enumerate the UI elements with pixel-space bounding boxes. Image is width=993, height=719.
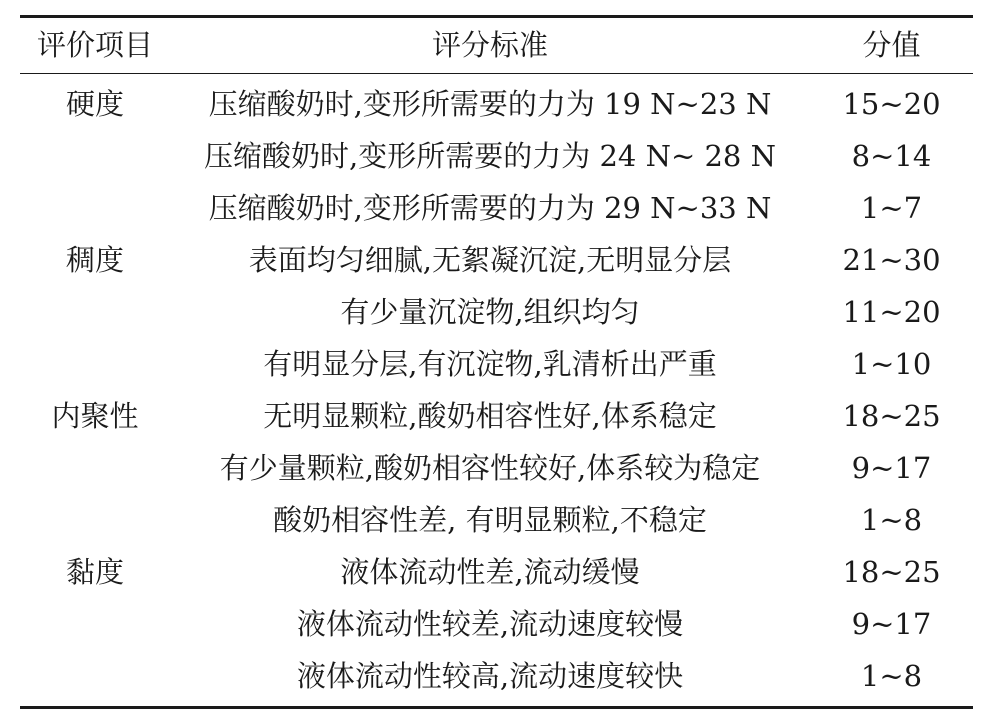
table-row bbox=[20, 390, 973, 442]
table-row bbox=[20, 286, 973, 338]
row-criterion: 压缩酸奶时,变形所需要的力为 19 N~23 N bbox=[208, 86, 772, 121]
row-score: 9~17 bbox=[851, 606, 932, 641]
row-item: 稠度 bbox=[65, 242, 124, 277]
row-criterion: 表面均匀细腻,无絮凝沉淀,无明显分层 bbox=[248, 242, 732, 277]
row-score: 21~30 bbox=[842, 242, 941, 277]
row-score: 1~8 bbox=[860, 658, 923, 693]
row-criterion: 液体流动性较高,流动速度较快 bbox=[296, 658, 684, 693]
table-row bbox=[20, 494, 973, 546]
row-criterion: 酸奶相容性差, 有明显颗粒,不稳定 bbox=[273, 502, 707, 537]
row-item bbox=[20, 182, 170, 234]
row-item: 黏度 bbox=[65, 554, 124, 589]
row-criterion: 压缩酸奶时,变形所需要的力为 29 N~33 N bbox=[208, 190, 772, 225]
header-scoring-criteria: 评分标准 bbox=[431, 28, 548, 62]
row-item: 硬度 bbox=[65, 86, 124, 121]
scoring-table bbox=[20, 15, 973, 709]
row-item bbox=[20, 494, 170, 546]
table-row bbox=[20, 130, 973, 182]
table-row bbox=[20, 338, 973, 390]
table-row bbox=[20, 442, 973, 494]
scoring-criteria-table bbox=[20, 18, 973, 73]
row-item bbox=[20, 130, 170, 182]
row-score: 1~10 bbox=[851, 346, 932, 381]
row-item: 内聚性 bbox=[51, 398, 139, 433]
row-criterion: 液体流动性较差,流动速度较慢 bbox=[296, 606, 684, 641]
table-row bbox=[20, 598, 973, 650]
table-row bbox=[20, 650, 973, 706]
row-score: 18~25 bbox=[842, 554, 941, 589]
row-criterion: 有少量颗粒,酸奶相容性较好,体系较为稳定 bbox=[219, 450, 761, 485]
header-evaluation-item: 评价项目 bbox=[36, 28, 153, 62]
table-row bbox=[20, 234, 973, 286]
row-score: 9~17 bbox=[851, 450, 932, 485]
row-score: 15~20 bbox=[842, 86, 941, 121]
row-score: 11~20 bbox=[842, 294, 941, 329]
row-score: 8~14 bbox=[851, 138, 932, 173]
row-item bbox=[20, 650, 170, 706]
row-item bbox=[20, 442, 170, 494]
row-score: 1~8 bbox=[860, 502, 923, 537]
row-item bbox=[20, 338, 170, 390]
table-header-row bbox=[20, 18, 973, 73]
scoring-criteria-body bbox=[20, 74, 973, 706]
row-criterion: 有明显分层,有沉淀物,乳清析出严重 bbox=[263, 346, 717, 381]
table-row bbox=[20, 182, 973, 234]
row-score: 1~7 bbox=[860, 190, 923, 225]
header-score: 分值 bbox=[862, 28, 921, 62]
row-criterion: 液体流动性差,流动缓慢 bbox=[340, 554, 640, 589]
row-item bbox=[20, 286, 170, 338]
row-criterion: 压缩酸奶时,变形所需要的力为 24 N~ 28 N bbox=[204, 138, 776, 173]
table-row bbox=[20, 74, 973, 130]
row-criterion: 无明显颗粒,酸奶相容性好,体系稳定 bbox=[263, 398, 717, 433]
row-item bbox=[20, 598, 170, 650]
row-score: 18~25 bbox=[842, 398, 941, 433]
table-bottom-rule bbox=[20, 706, 973, 709]
row-criterion: 有少量沉淀物,组织均匀 bbox=[340, 294, 640, 329]
table-row bbox=[20, 546, 973, 598]
